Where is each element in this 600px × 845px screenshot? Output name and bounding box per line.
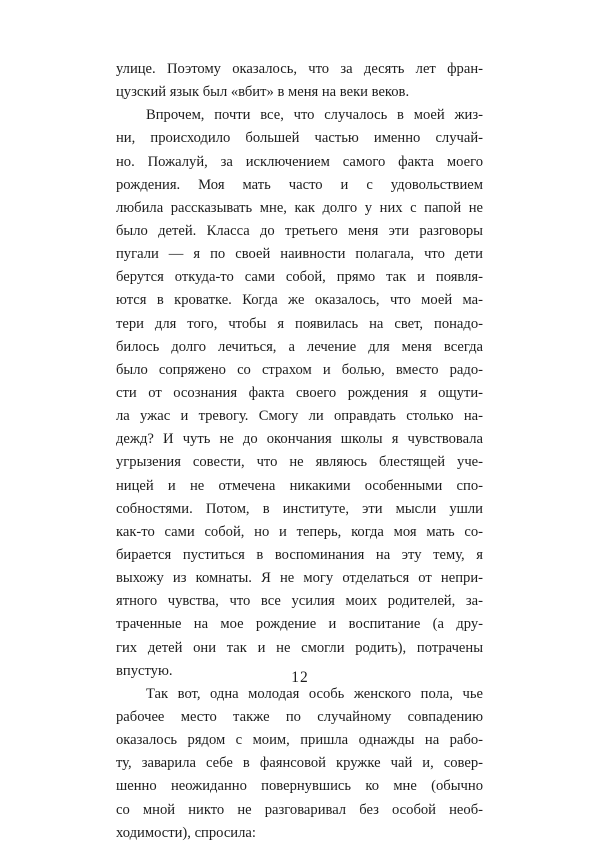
text-line: оказалось рядом с моим, пришла однажды на рабо- (116, 732, 483, 749)
text-line: цузский язык был «вбит» в меня на веки веков. (116, 84, 410, 101)
text-line: было сопряжено со страхом и болью, вместо радо- (116, 361, 483, 378)
text-line: дежд? И чуть не до окончания школы я чувствовала (116, 431, 483, 448)
text-line: траченные на мое рождение и воспитание (а дру- (116, 616, 483, 633)
text-line: ятного чувства, что все усилия моих родителей, за- (116, 593, 483, 610)
text-line: берутся откуда-то сами собой, прямо так и появля- (116, 269, 483, 286)
text-line: ходимости), спросила: (116, 824, 256, 841)
text-line: билось долго лечиться, а лечение для меня всегда (116, 338, 483, 355)
text-line: собностями. Потом, в институте, эти мысли ушли (116, 500, 483, 517)
text-line: любила рассказывать мне, как долго у них с папой не (116, 199, 483, 216)
text-line: впустую. (116, 662, 173, 679)
paragraph (116, 683, 483, 845)
text-line: было детей. Класса до третьего меня эти разговоры (116, 222, 483, 239)
paragraph (116, 104, 483, 683)
text-line: сти от осознания факта своего рождения я ощути- (116, 384, 483, 401)
text-line: ницей и не отмечена никакими особенными спо- (116, 477, 483, 494)
text-line: улице. Поэтому оказалось, что за десять лет фран- (116, 61, 483, 77)
text-line: угрызения совести, что не являюсь блестящей уче- (116, 454, 483, 471)
text-line: ла ужас и тревогу. Смогу ли оправдать столько на- (116, 408, 483, 425)
page-number: 12 (291, 669, 309, 686)
text-line: Впрочем, почти все, что случалось в моей жиз- (146, 107, 483, 124)
text-line: ются в кроватке. Когда же оказалось, что моей ма- (116, 292, 483, 309)
text-line: но. Пожалуй, за исключением самого факта моего (116, 153, 483, 170)
text-line: пугали — я по своей наивности полагала, что дети (116, 246, 483, 263)
text-line: бирается пуститься в воспоминания на эту тему, я (116, 546, 483, 563)
text-line: Так вот, одна молодая особь женского пола, чье (146, 685, 483, 702)
text-line: со мной никто не разговаривал без особой необ- (116, 801, 483, 818)
text-line: как-то сами собой, но и теперь, когда моя мать со- (116, 523, 483, 540)
paragraph (116, 58, 483, 104)
text-line: гих детей они так и не смогли родить), потрачены (116, 639, 483, 656)
text-line: выхожу из комнаты. Я не могу отделаться от непри- (116, 570, 483, 587)
text-line: ни, происходило большей частью именно случай- (116, 130, 483, 147)
text-line: рабочее место также по случайному совпадению (116, 708, 483, 725)
text-line: шенно неожиданно повернувшись ко мне (обычно (116, 778, 483, 795)
text-line: тери для того, чтобы я появилась на свет, понадо- (116, 315, 483, 332)
text-line: ту, заварила себе в фаянсовой кружке чай и, совер- (116, 755, 483, 772)
text-line: рождения. Моя мать часто и с удовольствием (116, 176, 483, 193)
page-body (116, 58, 483, 845)
